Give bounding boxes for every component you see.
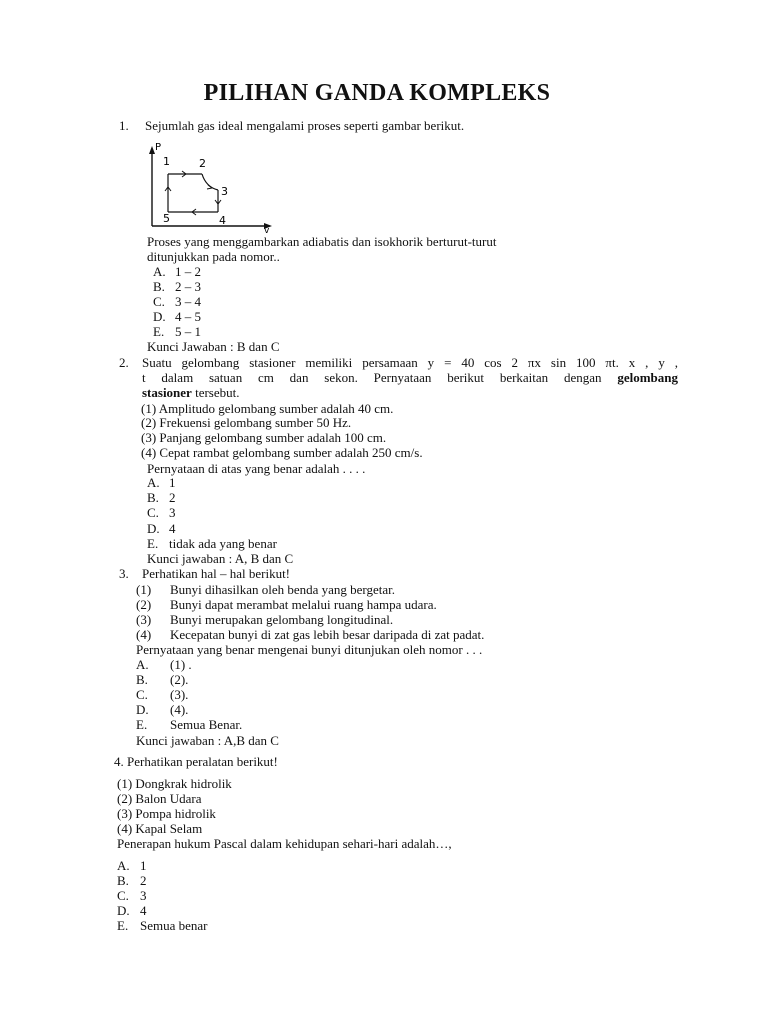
question-1-number: 1. xyxy=(119,118,129,133)
option-text: 3 – 4 xyxy=(175,294,201,309)
answer-key: Kunci jawaban : A, B dan C xyxy=(147,551,294,566)
question-2-line2-text: t dalam satuan cm dan sekon. Pernyataan berikut berkaitan dengan xyxy=(142,370,602,385)
option-letter: B. xyxy=(136,672,148,687)
option-text: 2 – 3 xyxy=(175,279,201,294)
statement-number: (2) xyxy=(136,597,152,612)
option-text: (2). xyxy=(170,672,189,687)
statement-text: Bunyi merupakan gelombang longitudinal. xyxy=(170,612,394,627)
page-title: PILIHAN GANDA KOMPLEKS xyxy=(203,80,551,106)
question-1-prompt-line1: Proses yang menggambarkan adiabatis dan isokhorik berturut-turut xyxy=(147,234,497,249)
question-1-prompt-line2: ditunjukkan pada nomor.. xyxy=(147,249,280,264)
option-text: (3). xyxy=(170,687,189,702)
question-1-text: Sejumlah gas ideal mengalami proses seperti gambar berikut. xyxy=(145,118,465,133)
question-2-line1: Suatu gelombang stasioner memiliki persamaan y = 40 cos 2 πx sin 100 πt. x , y , xyxy=(142,355,678,370)
list-item: (4) Kapal Selam xyxy=(117,821,203,836)
option-text: 1 xyxy=(140,858,147,873)
point-label-2: 2 xyxy=(199,157,206,170)
option-letter: D. xyxy=(117,903,130,918)
option-letter: A. xyxy=(153,264,166,279)
option-letter: E. xyxy=(117,918,129,933)
option-text: 3 xyxy=(169,505,176,520)
question-2-line3 xyxy=(142,385,240,400)
option-letter: E. xyxy=(147,536,159,551)
pv-diagram xyxy=(140,140,280,235)
list-item: (1) Dongkrak hidrolik xyxy=(117,776,232,791)
option-letter: E. xyxy=(153,324,165,339)
option-text: 4 xyxy=(169,521,176,536)
option-letter: A. xyxy=(147,475,160,490)
question-3-number: 3. xyxy=(119,566,129,581)
option-letter: A. xyxy=(117,858,130,873)
option-letter: A. xyxy=(136,657,149,672)
option-text: 1 – 2 xyxy=(175,264,201,279)
statement: (1) Amplitudo gelombang sumber adalah 40 cm. xyxy=(141,401,394,416)
option-letter: B. xyxy=(117,873,129,888)
option-text: 2 xyxy=(169,490,176,505)
statement-text: Bunyi dihasilkan oleh benda yang bergetar. xyxy=(170,582,396,597)
question-2-line2-bold: gelombang xyxy=(617,370,679,385)
option-text: 3 xyxy=(140,888,147,903)
question-4-text: 4. Perhatikan peralatan berikut! xyxy=(114,754,278,769)
option-letter: B. xyxy=(147,490,159,505)
option-text: 1 xyxy=(169,475,176,490)
option-text: (1) . xyxy=(170,657,192,672)
option-text: Semua benar xyxy=(140,918,208,933)
option-letter: D. xyxy=(153,309,166,324)
statement-number: (4) xyxy=(136,627,152,642)
list-item: (2) Balon Udara xyxy=(117,791,202,806)
question-3-text: Perhatikan hal – hal berikut! xyxy=(142,566,291,581)
question-2-line3-bold: stasioner xyxy=(142,385,192,400)
option-letter: D. xyxy=(147,521,160,536)
statement-text: Bunyi dapat merambat melalui ruang hampa udara. xyxy=(170,597,437,612)
question-2-number: 2. xyxy=(119,355,129,370)
axis-label-v: v xyxy=(264,226,270,235)
option-letter: D. xyxy=(136,702,149,717)
answer-key: Kunci jawaban : A,B dan C xyxy=(136,733,279,748)
statement: (3) Panjang gelombang sumber adalah 100 cm. xyxy=(141,430,387,445)
point-label-5: 5 xyxy=(163,212,170,225)
option-text: 2 xyxy=(140,873,147,888)
answer-key: Kunci Jawaban : B dan C xyxy=(147,339,280,354)
point-label-4: 4 xyxy=(219,214,226,227)
question-2-line3-text: tersebut. xyxy=(191,385,240,400)
question-3-prompt: Pernyataan yang benar mengenai bunyi ditunjukan oleh nomor . . . xyxy=(136,642,483,657)
option-letter: C. xyxy=(136,687,148,702)
option-letter: C. xyxy=(117,888,129,903)
axis-label-p: P xyxy=(155,142,162,153)
statement: (4) Cepat rambat gelombang sumber adalah 250 cm/s. xyxy=(141,445,423,460)
option-letter: C. xyxy=(153,294,165,309)
option-text: 4 xyxy=(140,903,147,918)
option-text: tidak ada yang benar xyxy=(169,536,277,551)
statement: (2) Frekuensi gelombang sumber 50 Hz. xyxy=(141,415,352,430)
option-letter: C. xyxy=(147,505,159,520)
question-2-line2 xyxy=(142,370,678,385)
option-letter: E. xyxy=(136,717,148,732)
statement-text: Kecepatan bunyi di zat gas lebih besar daripada di zat padat. xyxy=(170,627,485,642)
point-label-1: 1 xyxy=(163,155,170,168)
option-letter: B. xyxy=(153,279,165,294)
question-4-prompt: Penerapan hukum Pascal dalam kehidupan sehari-hari adalah…, xyxy=(117,836,452,851)
option-text: Semua Benar. xyxy=(170,717,243,732)
option-text: (4). xyxy=(170,702,189,717)
point-label-3: 3 xyxy=(221,185,228,198)
statement-number: (1) xyxy=(136,582,152,597)
question-2-prompt: Pernyataan di atas yang benar adalah . . . . xyxy=(147,461,366,476)
option-text: 5 – 1 xyxy=(175,324,201,339)
statement-number: (3) xyxy=(136,612,152,627)
option-text: 4 – 5 xyxy=(175,309,201,324)
list-item: (3) Pompa hidrolik xyxy=(117,806,216,821)
